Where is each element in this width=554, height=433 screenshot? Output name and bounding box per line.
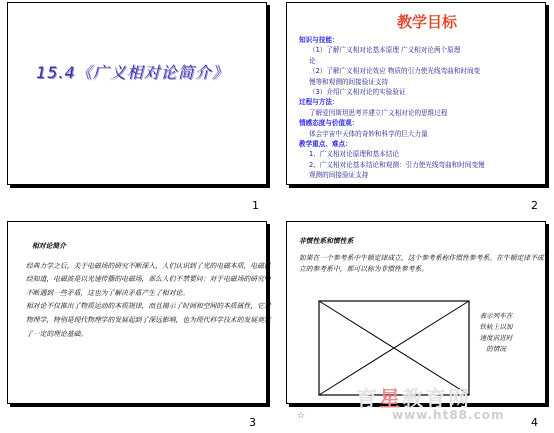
slide-2-line: 了解爱因斯坦思考并建立广义相对论的思维过程	[309, 108, 448, 117]
slide-2-line: （1）了解广义相对论基本原理 广义相对论两个原理	[309, 46, 461, 55]
slide-1-number: 1	[252, 199, 259, 212]
slide-3-number: 3	[249, 416, 256, 429]
watermark-char-c: 教育网	[402, 387, 471, 411]
crossed-box-diagram	[318, 300, 470, 396]
slide-2-line: 慢等和观测的间接验证支持	[309, 77, 389, 86]
slide-4-paragraph: 如果在一个参考系中牛顿定律成立，这个参考系称作惯性参考系。在牛顿定律不成立的参考系中，都可以称为非惯性参考系。	[299, 253, 544, 274]
slide-2-line: 观测的间接验证支持	[309, 171, 369, 180]
slide-2-number: 2	[531, 199, 538, 212]
slide-2-line: 教学重点、难点：	[299, 140, 352, 149]
slide-2-line: （3）介绍广义相对论的实验验证	[309, 88, 406, 97]
slide-2-line: 体会宇宙中天体的奇妙和科学的巨大力量	[309, 129, 428, 138]
slide-2-title: 教学目标	[396, 13, 457, 31]
slide-3-body	[26, 240, 274, 341]
watermark-char-b: 星	[379, 387, 402, 411]
slide-2-body	[299, 35, 539, 181]
slide-3-paragraph: 相对论不仅推出了物质运动的本质规律，而且揭示了时间和空间的本质属性，它对物理学，特别是现代物理学的发展起到了深远影响，也为现代科学技术的发展奠定了一定的理论基础。	[26, 302, 271, 338]
slide-2-line: 情感态度与价值观：	[299, 119, 359, 128]
slide-2-thumbnail[interactable]	[286, 2, 546, 185]
watermark-url: www.ht88.com	[392, 408, 505, 422]
slide-4-number: 4	[531, 416, 538, 429]
slide-3-paragraph: 经典力学之后，关于电磁场的研究不断深入，人们认识到了光的电磁本质，电磁已经知道，电磁波是以光速传播的电磁场，那么人们不禁要问：对于电磁场的研究中不断遇到一些矛盾，这也为了解决矛盾产生了相对论。	[26, 261, 271, 297]
slide-2-line: 2、广义相对论基本结论和观测：引力使光线弯曲和时间变慢	[309, 160, 485, 169]
slide-2-line: 论	[309, 56, 316, 65]
slide-2-line: 1、广义相对论原理和基本结论	[309, 150, 399, 159]
slide-3-thumbnail[interactable]	[7, 221, 271, 404]
slide-2-line: （2）了解广义相对论效应 物质的引力使光线弯曲和时间变	[309, 67, 481, 76]
slide-3-heading: 相对论简介	[32, 242, 66, 250]
slide-2-line: 知识与技能：	[299, 36, 339, 44]
slide-1-title: 15.4《广义相对论简介》	[36, 63, 229, 82]
slide-4-body	[299, 236, 549, 276]
slide-1-thumbnail[interactable]	[7, 2, 267, 185]
star-glyph: ☆	[297, 411, 306, 421]
watermark-char-a: 育	[356, 387, 379, 411]
slide-4-heading: 非惯性系和惯性系	[299, 237, 354, 245]
slide-4-thumbnail[interactable]	[286, 221, 546, 404]
slide-4-note: 表示列车在铁轨上以加速度前进时的情况	[479, 312, 513, 353]
slide-2-line: 过程与方法：	[299, 98, 339, 107]
